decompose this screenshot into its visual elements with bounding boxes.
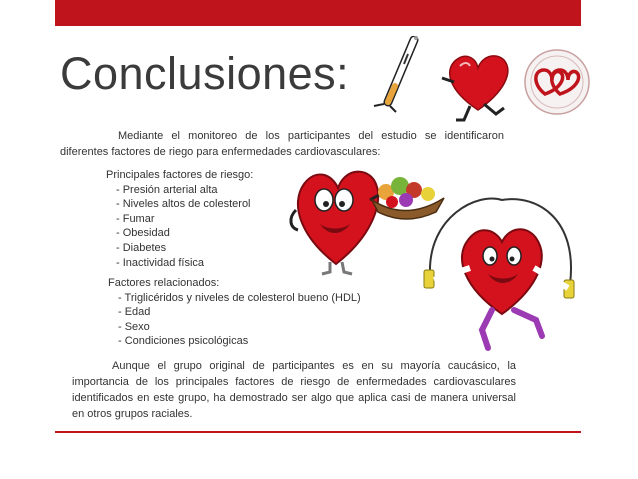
cigarette-icon [370,36,430,114]
risk-item: - Niveles altos de colesterol [116,198,251,211]
intro-paragraph [60,128,504,160]
top-accent-bar [55,0,581,26]
conclusion-text: Aunque el grupo original de participantes es en su mayoría caucásico, la importancia de los principales factores de riesgo de enfermedades cardiovasculares identificados en este grupo, ha demostrado ser algo que aplica casi de manera universal en otros grupos raciales. [72,360,516,420]
related-item: - Sexo [118,320,150,333]
risk-item: - Diabetes [116,241,167,254]
risk-item: - Fumar [116,212,155,225]
risk-item: - Inactividad física [116,256,205,269]
related-item: - Edad [118,306,151,319]
jumping-rope-heart-icon [418,196,586,356]
running-heart-icon [438,48,520,124]
slide-title: Conclusiones: [60,48,350,99]
related-item: - Condiciones psicológicas [118,335,249,348]
heart-logo-icon [522,48,592,116]
related-factors-block [108,276,361,349]
bottom-accent-line [55,431,581,433]
risk-item: - Obesidad [116,227,170,240]
related-item: - Triglicéridos y niveles de colesterol bueno (HDL) [118,291,361,304]
risk-factors-block [106,168,253,270]
risk-factors-heading: Principales factores de riesgo: [106,169,254,181]
intro-text: Mediante el monitoreo de los participantes del estudio se identificaron diferentes factores de riego para enfermedades cardiovasculares: [60,130,504,158]
related-factors-heading: Factores relacionados: [108,277,220,289]
risk-item: - Presión arterial alta [116,183,218,196]
conclusion-paragraph [72,358,516,422]
